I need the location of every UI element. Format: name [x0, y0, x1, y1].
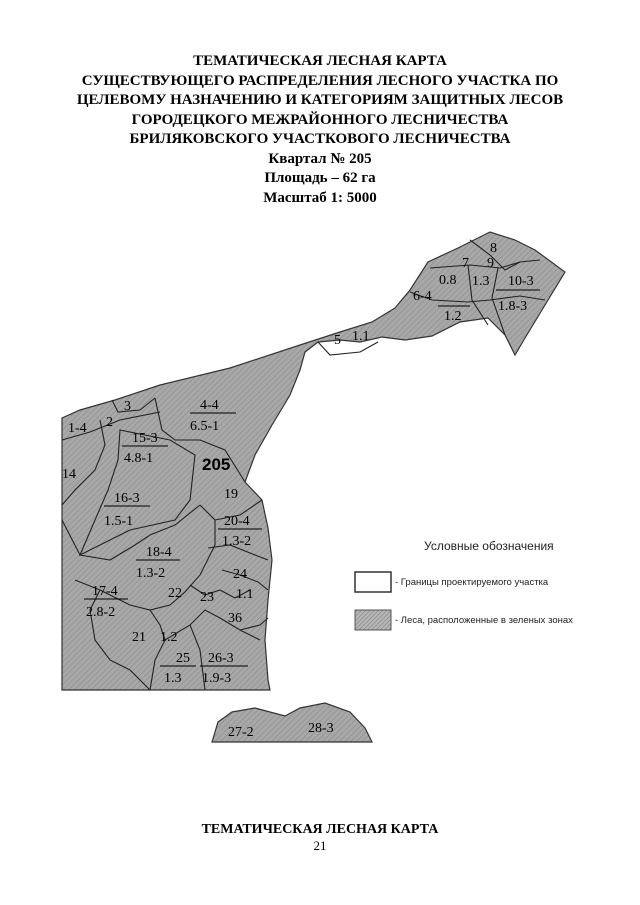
plot-label: 27-2	[228, 725, 254, 740]
plot-label: 17-4	[92, 584, 118, 599]
title-line-2: СУЩЕСТВУЮЩЕГО РАСПРЕДЕЛЕНИЯ ЛЕСНОГО УЧАСТКА ПО	[81, 72, 559, 89]
plot-label: 1.3	[164, 671, 182, 686]
plot-label: 6-4	[413, 289, 432, 304]
plot-label: 28-3	[308, 721, 334, 736]
page-number: 21	[313, 838, 327, 853]
legend-title: Условные обозначения	[424, 539, 554, 553]
scale-value: Масштаб 1: 5000	[263, 189, 377, 206]
legend-boundary-swatch	[355, 572, 391, 592]
footer-title: ТЕМАТИЧЕСКАЯ ЛЕСНАЯ КАРТА	[201, 822, 439, 837]
forest-map	[0, 228, 640, 748]
plot-label: 9	[487, 256, 494, 271]
plot-label: 1.8-3	[498, 299, 528, 314]
plot-label: 6.5-1	[190, 419, 220, 434]
plot-label: 26-3	[208, 651, 234, 666]
plot-label: 1.2	[444, 309, 462, 324]
plot-label: 16-3	[114, 491, 140, 506]
plot-label: 1.5-1	[104, 514, 134, 529]
plot-label: 19	[224, 487, 238, 502]
plot-label: 22	[168, 586, 182, 601]
area-value: Площадь – 62 га	[264, 170, 376, 186]
legend-forest-swatch	[355, 610, 391, 630]
plot-label: 25	[176, 651, 190, 666]
plot-label: 1-4	[68, 421, 87, 436]
plot-label: 5	[334, 333, 341, 348]
plot-label: 1.3-2	[222, 534, 252, 549]
plot-label: 36	[228, 611, 242, 626]
plot-label: 20-4	[224, 514, 250, 529]
plot-label: 1.3	[472, 274, 490, 289]
title-line-3: ЦЕЛЕВОМУ НАЗНАЧЕНИЮ И КАТЕГОРИЯМ ЗАЩИТНЫХ ЛЕСОВ	[76, 92, 564, 108]
plot-label: 4-4	[200, 398, 219, 413]
plot-label: 1.9-3	[202, 671, 232, 686]
plot-label: 2.8-2	[86, 605, 116, 620]
plot-label: 8	[490, 241, 497, 256]
map-title-block	[0, 52, 640, 208]
legend-item-forest: - Леса, расположенные в зеленых зонах	[395, 615, 573, 626]
title-line-1: ТЕМАТИЧЕСКАЯ ЛЕСНАЯ КАРТА	[193, 53, 447, 69]
plot-label: 0.8	[439, 273, 457, 288]
plot-label: 14	[62, 467, 76, 482]
plot-label: 24	[233, 567, 247, 582]
legend-item-boundary: - Границы проектируемого участка	[395, 577, 549, 588]
quarter-label: 205	[202, 455, 231, 474]
plot-label: 10-3	[508, 274, 534, 289]
plot-label: 1.1	[352, 329, 370, 344]
plot-label: 3	[124, 399, 131, 414]
plot-label: 7	[462, 256, 469, 271]
plot-label: 2	[106, 415, 113, 430]
legend	[355, 539, 573, 630]
plot-label: 15-3	[132, 431, 158, 446]
title-line-5: БРИЛЯКОВСКОГО УЧАСТКОВОГО ЛЕСНИЧЕСТВА	[129, 131, 511, 147]
plot-label: 1.1	[236, 587, 254, 602]
plot-label: 23	[200, 590, 214, 605]
plot-label: 1.3-2	[136, 566, 166, 581]
plot-label: 21	[132, 630, 146, 645]
plot-label: 18-4	[146, 545, 172, 560]
plot-label: 4.8-1	[124, 451, 154, 466]
quarter-number: Квартал № 205	[268, 150, 372, 167]
plot-label: 1.2	[160, 630, 178, 645]
title-line-4: ГОРОДЕЦКОГО МЕЖРАЙОННОГО ЛЕСНИЧЕСТВА	[131, 111, 509, 128]
